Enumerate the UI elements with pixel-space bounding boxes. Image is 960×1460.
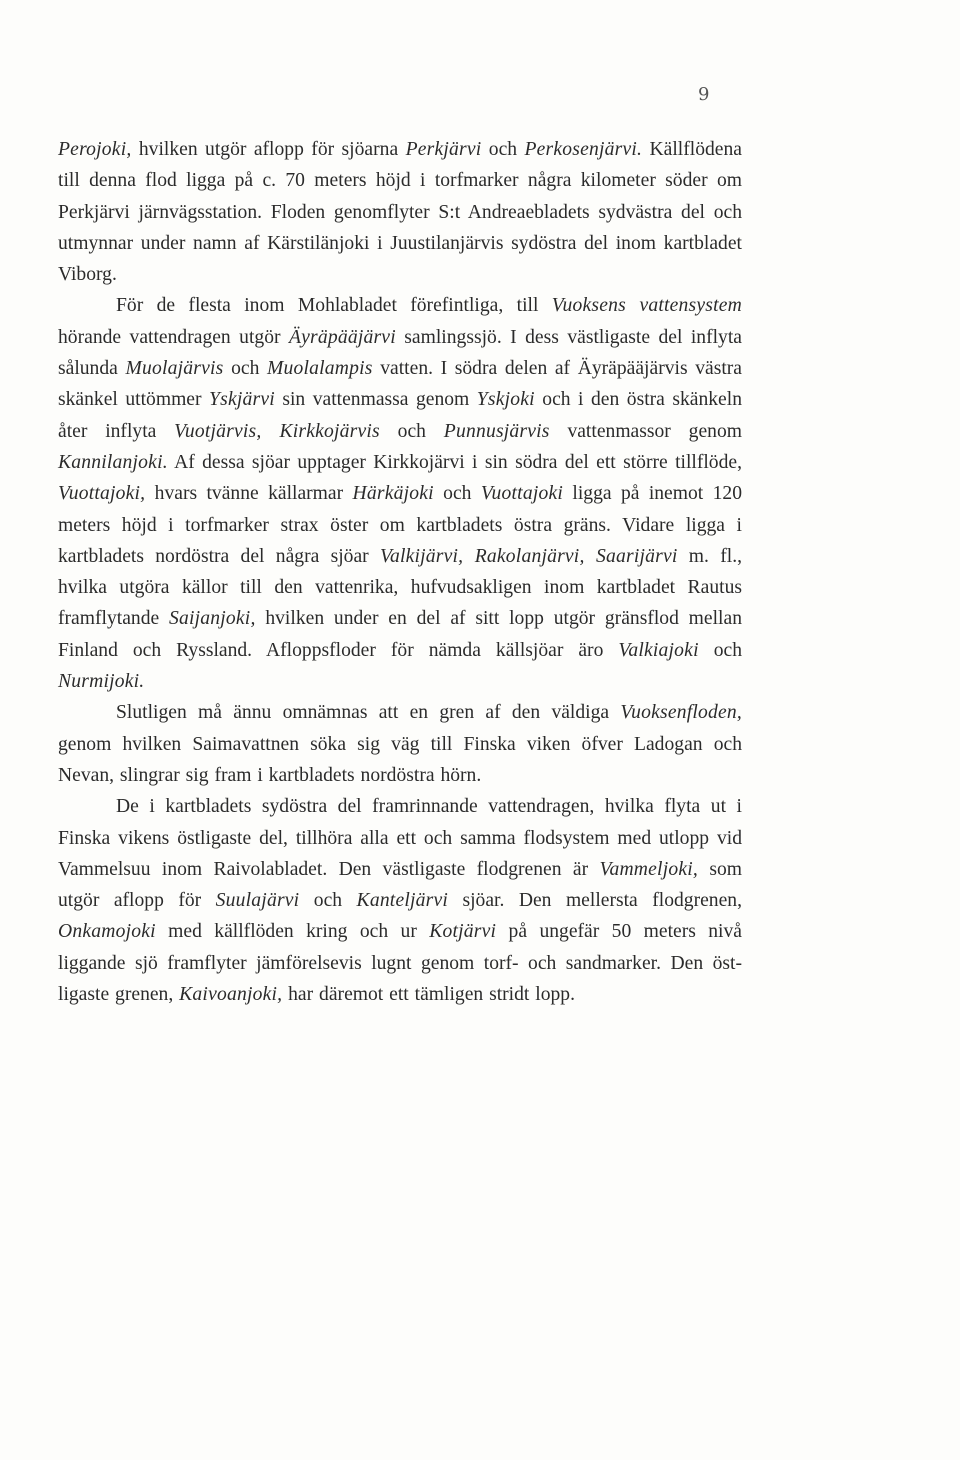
italic-name: Saijanjoki, [168,608,256,630]
italic-name: Kannilanjoki. [58,451,168,473]
text-run: hvars tvänne källarmar [145,483,353,505]
italic-name: Äyräpääjärvi [288,326,396,348]
text-run: Slutligen må ännu omnämnas att en gren af den väldiga [116,702,621,724]
paragraph [58,290,742,697]
text-run: och [698,639,742,661]
italic-name: Yskjoki [476,389,535,411]
italic-name: Härkäjoki [352,483,434,505]
italic-name: Vammeljoki, [599,858,698,880]
text-run: samlingssjö. I dess västligaste del inflyta sålunda [58,326,742,380]
italic-name: Vuoksens vattensystem [551,295,742,317]
text-run: och [379,420,444,442]
italic-name: Onkamojoki [58,921,156,943]
text-run: hvilken under en del af sitt lopp utgör gränsflod mellan Finland och Ryssland. Afloppsfloder för nämda källsjöar äro [58,608,742,661]
italic-name: Perkjärvi [405,139,482,160]
text-run: och [223,358,267,380]
text-run: har däremot ett tämligen stridt lopp. [282,984,575,1006]
italic-name: Vuottajoki, [58,483,146,505]
italic-name: Nurmijoki. [58,671,145,693]
text-run: m. fl., hvilka utgöra källor till den vattenrika, hufvudsakligen inom kartbladet Rautus framflytande [58,545,743,630]
page-number: 9 [698,84,710,105]
text-run: vatten. I södra delen af Äyräpääjärvis västra skänkel uttömmer [58,358,742,411]
text-run: och [481,139,525,160]
italic-name: Muolalampis [267,358,373,380]
text-run: hörande vattendragen utgör [58,326,289,348]
text-run: De i kartbladets sydöstra del framrinnande vattendragen, hvilka flyta ut i Finska vikens östligaste del, tillhöra alla ett och samma flodsystem med utlopp vid Vammelsuu inom Raivolabladet. Den västligaste flodgrenen är [58,796,742,880]
paragraph [58,697,742,791]
text-run: med källflöden kring och ur [155,921,430,943]
text-run: genom hvilken Saimavattnen söka sig väg till Finska viken öfver Ladogan och Nevan, slingrar sig fram i kartbladets nordöstra hörn. [58,733,742,786]
text-run: och [299,890,357,912]
text-run: Af dessa sjöar upptager Kirkkojärvi i sin södra del ett större tillflöde, [167,451,742,473]
italic-name: Kaivoanjoki, [179,984,283,1006]
italic-name: Kanteljärvi [356,890,448,912]
text-run: och i den östra skänkeln åter inflyta [58,389,742,442]
text-run: ligga på inemot 120 meters höjd i torfmarker strax öster om kartbladets östra gräns. Vidare ligga i kartbladets nordöstra del några sjöar [58,483,743,567]
text-run: För de flesta inom Mohlabladet förefintliga, till [116,295,552,317]
text-run: Källflödena till denna flod ligga på c. 70 meters höjd i torfmarker några kilometer söder om Perkjärvi järnvägsstation. Floden genomflyter S:t Andreaebladets sydvästra del och utmynnar under namn af Kärstilänjoki i Juustilanjärvis sydöstra del inom kartbladet Viborg. [58,139,742,286]
italic-name: Vuoksenfloden, [620,702,742,724]
text-run: som utgör aflopp för [58,858,743,912]
body-text [58,134,742,1010]
text-run: på ungefär 50 meters nivå liggande sjö framflyter jämförelsevis lugnt genom torf- och sandmarker. Den östligaste grenen, [58,921,742,1006]
italic-name: Perkosenjärvi. [524,139,643,160]
text-run: sjöar. Den mellersta flodgrenen, [448,890,742,912]
text-run: hvilken utgör aflopp för sjöarna [131,139,406,160]
italic-name: Yskjärvi [209,389,275,411]
paragraph [58,134,742,290]
paragraph [58,791,742,1010]
italic-name: Valkijärvi, Rakolanjärvi, Saarijärvi [379,545,678,567]
italic-name: Perojoki, [58,139,132,160]
italic-name: Muolajärvis [125,358,224,380]
italic-name: Suulajärvi [215,890,300,912]
text-run: och [433,483,481,505]
text-run: vattenmassor genom [549,420,742,442]
text-run: sin vattenmassa genom [274,389,477,411]
italic-name: Valkiajoki [618,639,699,661]
italic-name: Punnusjärvis [443,420,550,442]
italic-name: Vuotjärvis, Kirkkojärvis [174,420,380,442]
italic-name: Vuottajoki [480,483,564,505]
italic-name: Kotjärvi [429,921,497,943]
